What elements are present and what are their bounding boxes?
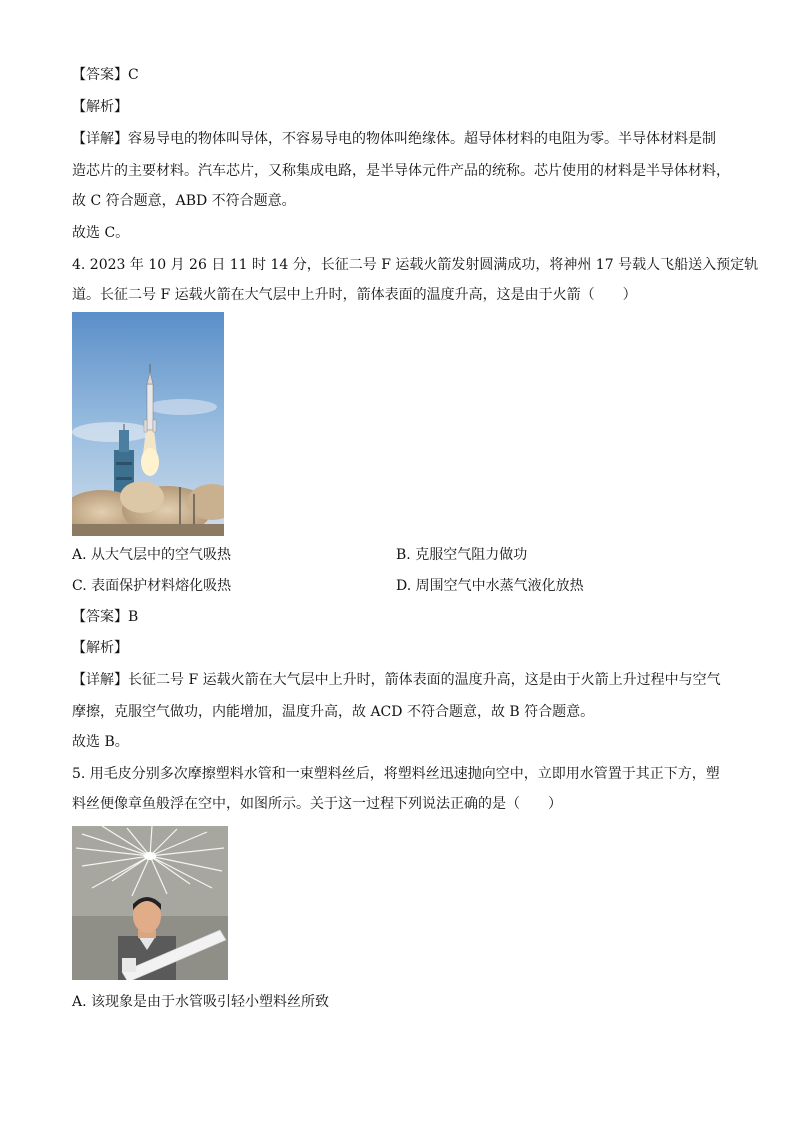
q3-answer: 【答案】C [72, 67, 139, 83]
q4-analysis-label: 【解析】 [72, 640, 128, 656]
plastic-octopus-photo [72, 826, 228, 980]
q4-option-c: C. 表面保护材料熔化吸热 [72, 578, 232, 594]
q4-option-d: D. 周围空气中水蒸气液化放热 [396, 578, 584, 594]
q3-analysis-label: 【解析】 [72, 99, 128, 115]
q4-conclusion: 故选 B。 [72, 734, 129, 750]
q4-option-b: B. 克服空气阻力做功 [396, 547, 528, 563]
q3-conclusion: 故选 C。 [72, 225, 130, 241]
q5-option-a: A. 该现象是由于水管吸引轻小塑料丝所致 [72, 994, 330, 1010]
rocket-launch-photo [72, 312, 224, 536]
q4-answer: 【答案】B [72, 609, 139, 625]
q3-detail-line-3: 故 C 符合题意，ABD 不符合题意。 [72, 193, 296, 209]
q4-detail-line-2: 摩擦，克服空气做功，内能增加，温度升高，故 ACD 不符合题意，故 B 符合题意。 [72, 704, 595, 720]
q4-option-a: A. 从大气层中的空气吸热 [72, 547, 232, 563]
q4-stem-line-1: 4. 2023 年 10 月 26 日 11 时 14 分，长征二号 F 运载火箭发射圆满成功，将神州 17 号载人飞船送入预定轨 [72, 257, 759, 273]
q4-detail-line-1: 【详解】长征二号 F 运载火箭在大气层中上升时，箭体表面的温度升高，这是由于火箭上升过程中与空气 [72, 672, 721, 688]
q3-detail-line-2: 造芯片的主要材料。汽车芯片，又称集成电路，是半导体元件产品的统称。芯片使用的材料是半导体材料， [72, 163, 730, 179]
q3-detail-line-1: 【详解】容易导电的物体叫导体，不容易导电的物体叫绝缘体。超导体材料的电阻为零。半导体材料是制 [72, 131, 716, 147]
q5-stem-line-2: 料丝便像章鱼般浮在空中，如图所示。关于这一过程下列说法正确的是（ ） [72, 796, 562, 812]
q4-stem-line-2: 道。长征二号 F 运载火箭在大气层中上升时，箭体表面的温度升高，这是由于火箭（ ） [72, 287, 637, 303]
q5-stem-line-1: 5. 用毛皮分别多次摩擦塑料水管和一束塑料丝后，将塑料丝迅速抛向空中，立即用水管置于其正下方，塑 [72, 766, 720, 782]
